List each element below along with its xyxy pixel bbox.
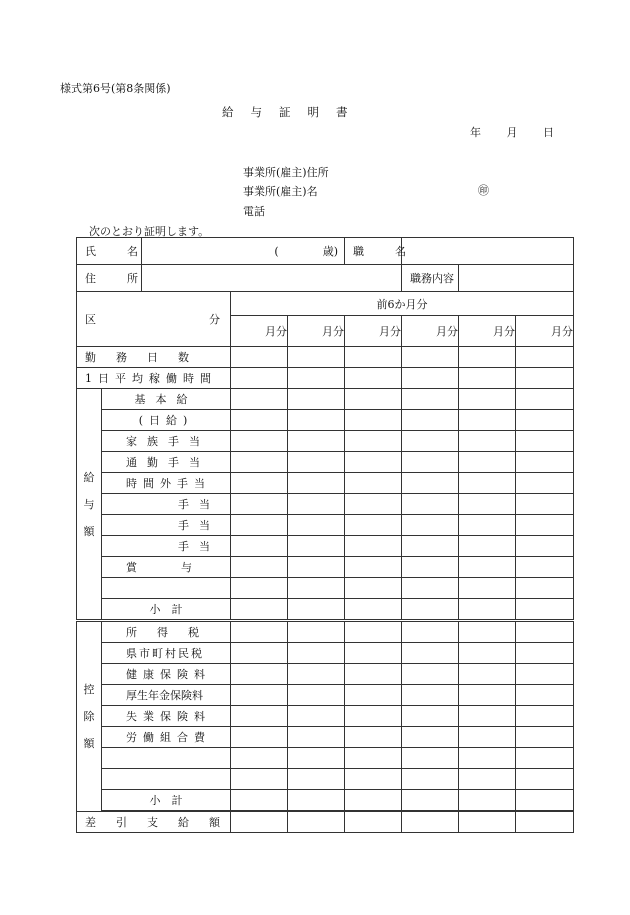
age-label: 歳) [322,245,338,258]
salary-row [77,536,574,557]
salary-item: 通勤手当 [102,452,231,473]
salary-item: 基本給 [102,389,231,410]
issuer-phone-label: 電話 [243,205,265,218]
salary-item: 時間外手当 [102,473,231,494]
deduction-row [77,727,574,748]
salary-row [77,494,574,515]
deduction-item[interactable] [102,769,231,790]
date-line: 年 月 日 [470,126,554,139]
position-label: 職 名 [345,238,402,265]
avg-hours-label: 1日平均稼働時間 [77,368,231,389]
salary-item[interactable] [102,578,231,599]
month-cell[interactable]: 月分 [288,316,345,347]
deduction-item: 厚生年金保険料 [102,685,231,706]
deduction-item: 健康保険料 [102,664,231,685]
salary-item: 家族手当 [102,431,231,452]
name-label: 氏 名 [77,238,142,265]
intro-text: 次のとおり証明します。 [89,225,210,238]
category-left: 区 [85,313,96,326]
month-cell[interactable]: 月分 [459,316,516,347]
month-cell[interactable]: 月分 [402,316,459,347]
salary-certificate-table [76,237,574,833]
months-header-row [77,292,574,316]
duties-field[interactable] [459,265,574,292]
document-title: 給与証明書 [222,105,365,119]
deduction-item: 所得税 [102,621,231,643]
salary-row [77,473,574,494]
deduction-item: 失業保険料 [102,706,231,727]
address-label: 住 所 [77,265,142,292]
duties-label: 職務内容 [402,265,459,292]
salary-subtotal-row [77,599,574,621]
salary-row [77,410,574,431]
address-field[interactable] [142,265,402,292]
deduction-subtotal-label: 小 計 [102,790,231,812]
form-label: 様式第6号(第8条関係) [60,82,171,95]
issuer-name-label: 事業所(雇主)名 [243,185,318,198]
salary-row [77,578,574,599]
seal-icon: ㊞ [478,184,489,197]
deduction-row [77,664,574,685]
salary-row [77,557,574,578]
month-cell[interactable]: 月分 [516,316,574,347]
deduction-item: 県市町村民税 [102,643,231,664]
name-row [77,238,574,265]
deduction-row [77,748,574,769]
deduction-row [77,621,574,643]
months-header: 前6か月分 [231,292,574,316]
salary-row [77,389,574,410]
salary-item: 賞与 [102,557,231,578]
category-right: 分 [209,313,220,326]
month-cell[interactable]: 月分 [345,316,402,347]
deduction-item: 労働組合費 [102,727,231,748]
deduction-row [77,685,574,706]
deduction-item[interactable] [102,748,231,769]
salary-row [77,431,574,452]
deduction-row [77,643,574,664]
salary-item: 手当 [102,494,231,515]
position-field[interactable] [402,238,574,265]
deduction-row [77,769,574,790]
address-row [77,265,574,292]
salary-subtotal-label: 小 計 [102,599,231,621]
work-days-row [77,347,574,368]
avg-hours-row [77,368,574,389]
name-field[interactable] [142,238,345,265]
category-header [77,292,231,347]
salary-item: 手当 [102,515,231,536]
net-pay-label: 差引支給額 [77,811,231,833]
issuer-address-label: 事業所(雇主)住所 [243,166,329,179]
deduction-row [77,706,574,727]
salary-item: 手当 [102,536,231,557]
net-pay-row [77,811,574,833]
month-cell[interactable]: 月分 [231,316,288,347]
work-days-label: 勤務日数 [77,347,231,368]
deduction-subtotal-row [77,790,574,812]
salary-row [77,452,574,473]
salary-group-label: 給 与 額 [77,389,102,621]
salary-item: (日給) [102,410,231,431]
age-open: ( [274,245,279,258]
salary-row [77,515,574,536]
deduction-group-label: 控 除 額 [77,621,102,812]
